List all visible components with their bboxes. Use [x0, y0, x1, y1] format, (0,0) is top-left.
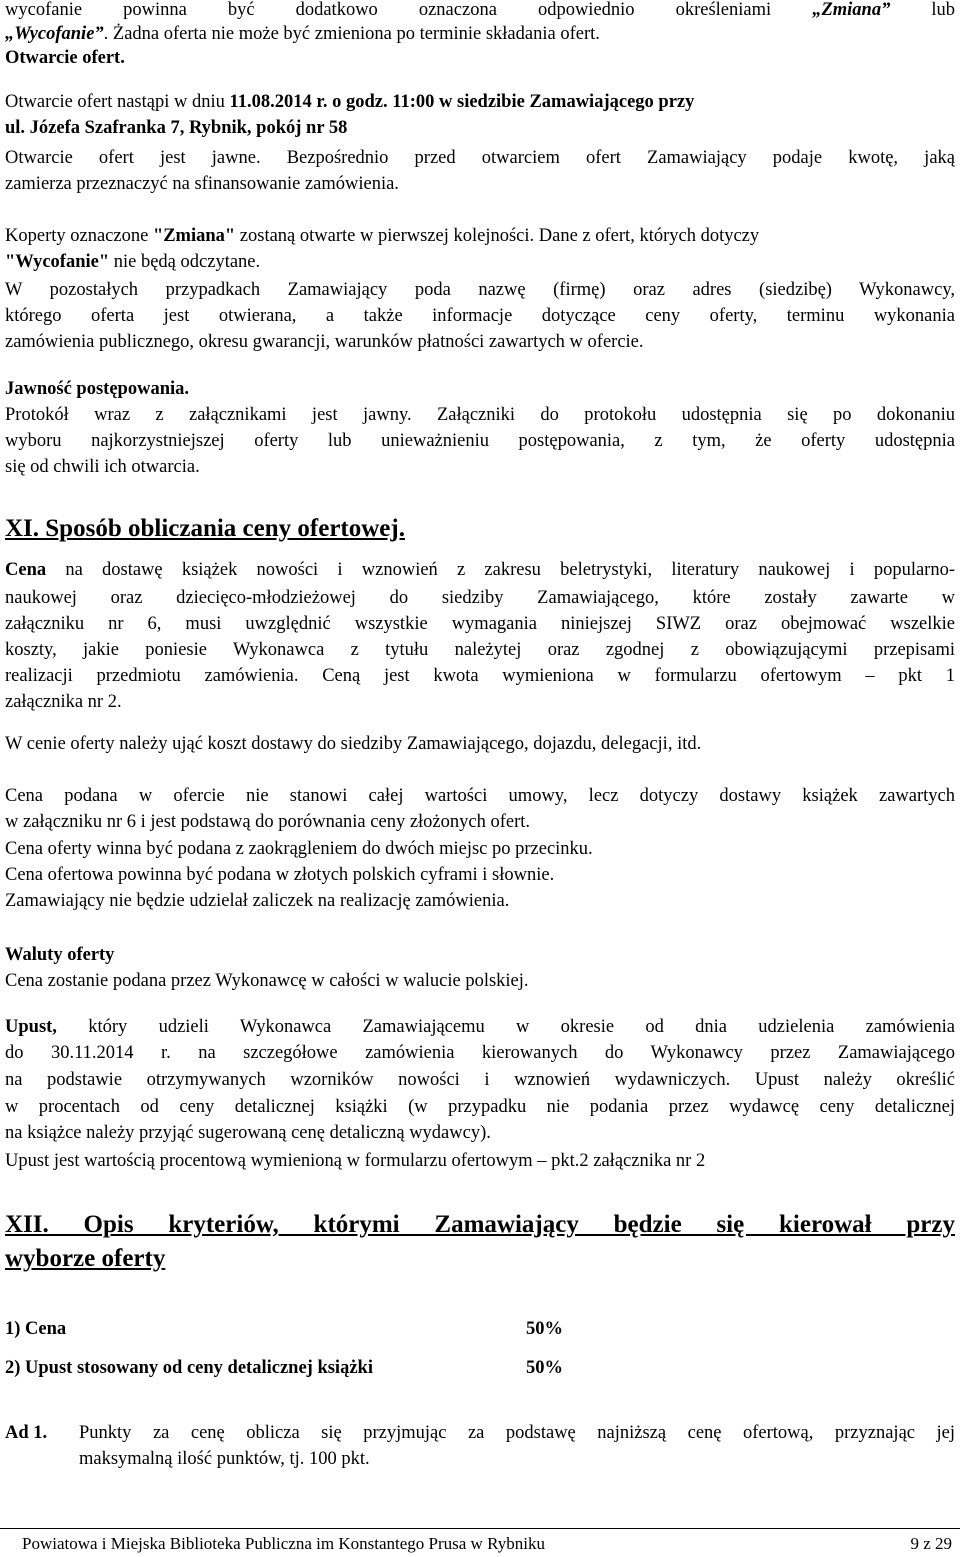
- chapter-heading-xi: XI. Sposób obliczania ceny ofertowej.: [5, 515, 405, 542]
- text-line: którego oferta jest otwierana, a także informacje dotyczące ceny oferty, terminu wykonania: [5, 306, 955, 326]
- text-line: naukowej oraz dziecięco-młodzieżowej do siedziby Zamawiającego, które zostały zawarte w: [5, 588, 955, 608]
- text-line: Cena na dostawę książek nowości i wznowień z zakresu beletrystyki, literatury naukowej i popularno-: [5, 560, 955, 580]
- text-line: na książce należy przyjąć sugerowaną cenę detaliczną wydawcy).: [5, 1123, 491, 1143]
- text-line: się od chwili ich otwarcia.: [5, 457, 200, 477]
- text-line: wycofanie powinna być dodatkowo oznaczona odpowiednio określeniami „Zmiana” lub: [5, 0, 956, 20]
- footer-institution: Powiatowa i Miejska Biblioteka Publiczna im Konstantego Prusa w Rybniku: [22, 1534, 545, 1553]
- text-line: Otwarcie ofert jest jawne. Bezpośrednio przed otwarciem ofert Zamawiający podaje kwotę, jaką: [5, 148, 955, 168]
- section-heading-jawnosc: Jawność postępowania.: [5, 379, 189, 399]
- text-line: zamierza przeznaczyć na sfinansowanie zamówienia.: [5, 174, 399, 194]
- text-line: załączniku nr 6, musi uwzględnić wszystkie wymagania niniejszej SIWZ oraz obejmować wszelkie: [5, 614, 955, 634]
- text-line: Cena oferty winna być podana z zaokrągleniem do dwóch miejsc po przecinku.: [5, 839, 593, 859]
- text-line: Koperty oznaczone "Zmiana" zostaną otwarte w pierwszej kolejności. Dane z ofert, których dotyczy: [5, 226, 760, 246]
- text-line: Protokół wraz z załącznikami jest jawny. Załączniki do protokołu udostępnia się po dokonaniu: [5, 405, 955, 425]
- text-line: na podstawie otrzymywanych wzorników nowości i wznowień wydawniczych. Upust należy określić: [5, 1070, 955, 1090]
- text-line: W pozostałych przypadkach Zamawiający poda nazwę (firmę) oraz adres (siedzibę) Wykonawcy,: [5, 280, 955, 300]
- text-line: Upust, który udzieli Wykonawca Zamawiającemu w okresie od dnia udzielenia zamówienia: [5, 1017, 955, 1037]
- text-line: koszty, jakie poniesie Wykonawca z tytułu należytej oraz zgodnej z obowiązującymi przepisami: [5, 640, 955, 660]
- text-line: w procentach od ceny detalicznej książki (w przypadku nie podania przez wydawcę ceny detalicznej: [5, 1097, 955, 1117]
- text-line: Cena ofertowa powinna być podana w złotych polskich cyframi i słownie.: [5, 865, 555, 885]
- chapter-heading-xii: XII. Opis kryteriów, którymi Zamawiający będzie się kierował przy: [5, 1211, 955, 1238]
- section-heading-waluty: Waluty oferty: [5, 945, 115, 965]
- criterion-name: 1) Cena: [5, 1319, 67, 1339]
- text-line: do 30.11.2014 r. na szczegółowe zamówienia kierowanych do Wykonawcy przez Zamawiającego: [5, 1043, 955, 1063]
- criterion-name: 2) Upust stosowany od ceny detalicznej książki: [5, 1358, 373, 1378]
- text-line: „Wycofanie”. Żadna oferta nie może być zmieniona po terminie składania ofert.: [5, 24, 600, 44]
- text-line: Zamawiający nie będzie udzielał zaliczek na realizację zamówienia.: [5, 891, 510, 911]
- ad-label: Ad 1.: [5, 1423, 48, 1443]
- text-line: realizacji przedmiotu zamówienia. Ceną jest kwota wymieniona w formularzu ofertowym – pkt 1: [5, 666, 955, 686]
- text-line: Otwarcie ofert nastąpi w dniu 11.08.2014 r. o godz. 11:00 w siedzibie Zamawiającego przy: [5, 92, 695, 112]
- text-line: wyboru najkorzystniejszej oferty lub unieważnieniu postępowania, z tym, że oferty udostępnia: [5, 431, 955, 451]
- text-line: zamówienia publicznego, okresu gwarancji, warunków płatności zawartych w ofercie.: [5, 332, 644, 352]
- text-line: maksymalną ilość punktów, tj. 100 pkt.: [79, 1449, 370, 1469]
- text-line: w załączniku nr 6 i jest podstawą do porównania ceny złożonych ofert.: [5, 812, 531, 832]
- criterion-weight: 50%: [526, 1319, 563, 1339]
- footer-divider: [0, 1528, 960, 1529]
- footer-page-number: 9 z 29: [910, 1534, 952, 1553]
- text-line: ul. Józefa Szafranka 7, Rybnik, pokój nr 58: [5, 118, 348, 138]
- text-line: W cenie oferty należy ująć koszt dostawy do siedziby Zamawiającego, dojazdu, delegacji, itd.: [5, 734, 702, 754]
- chapter-heading-xii-cont: wyborze oferty: [5, 1245, 166, 1272]
- text-line: Upust jest wartością procentową wymienioną w formularzu ofertowym – pkt.2 załącznika nr 2: [5, 1151, 706, 1171]
- text-line: "Wycofanie" nie będą odczytane.: [5, 252, 261, 272]
- text-line: załącznika nr 2.: [5, 692, 122, 712]
- text-line: Punkty za cenę oblicza się przyjmując za podstawę najniższą cenę ofertową, przyznając jej: [79, 1423, 955, 1443]
- text-line: Cena podana w ofercie nie stanowi całej wartości umowy, lecz dotyczy dostawy książek zawartych: [5, 786, 955, 806]
- criterion-weight: 50%: [526, 1358, 563, 1378]
- text-line: Cena zostanie podana przez Wykonawcę w całości w walucie polskiej.: [5, 971, 529, 991]
- section-heading-otwarcie: Otwarcie ofert.: [5, 48, 125, 68]
